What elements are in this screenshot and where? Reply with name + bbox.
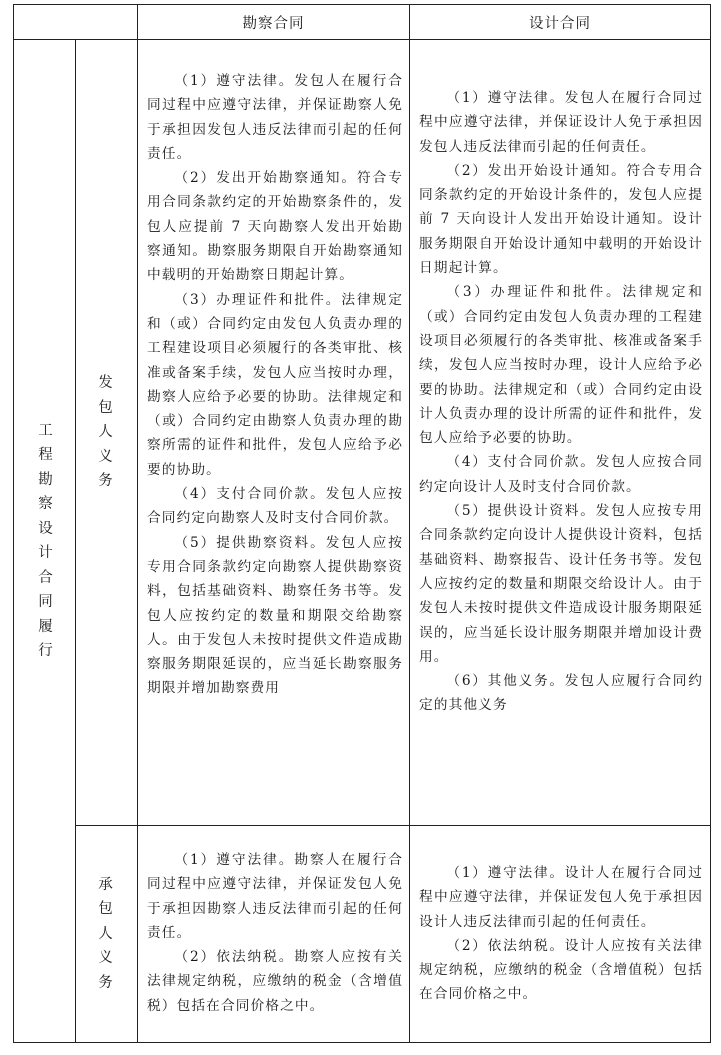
row-label-contractor-text: 承包人义务	[98, 876, 114, 991]
employer-survey-item-5: （5）提供勘察资料。发包人应按专用合同条款约定向勘察人提供勘察资料，包括基础资料、勘察任务书等。发包人应按约定的数量和期限交给勘察人。由于发包人未按时提供文件造成勘察服务期限延误的，应当延长勘察服务期限并增加勘察费用	[147, 534, 403, 697]
contractor-survey-cell	[147, 848, 403, 1018]
employer-survey-item-3: （3）办理证件和批件。法律规定和（或）合同约定由发包人负责办理的工程建设项目必须履行的各类审批、核准或备案手续，发包人应当按时办理，勘察人应给予必要的协助。法律规定和（或）合同约定由勘察人负责办理的勘察所需的证件和批件，发包人应给予必要的协助。	[147, 291, 403, 478]
contractor-design-item-2: （2）依法纳税。设计人应按有关法律规定纳税，应缴纳的税金（含增值税）包括在合同价格之中。	[419, 937, 703, 1003]
row-label-contractor	[91, 826, 121, 1042]
employer-design-item-4: （4）支付合同价款。发包人应按合同约定向设计人及时支付合同价款。	[419, 454, 703, 495]
employer-survey-item-4: （4）支付合同价款。发包人应按合同约定向勘察人及时支付合同价款。	[147, 486, 403, 527]
header-design-contract: 设计合同	[529, 15, 591, 32]
category-label	[34, 40, 58, 1042]
contractor-survey-item-1: （1）遵守法律。勘察人在履行合同过程中应遵守法律，并保证发包人免于承担因勘察人违反法律而引起的任何责任。	[147, 852, 403, 941]
column-divider-3	[409, 5, 410, 1042]
employer-design-item-6: （6）其他义务。发包人应履行合同约定的其他义务	[419, 673, 703, 714]
employer-survey-item-2: （2）发出开始勘察通知。符合专用合同条款约定的开始勘察条件的，发包人应提前 7 天向勘察人发出开始勘察通知。勘察服务期限自开始勘察通知中载明的开始勘察日期起计算。	[147, 170, 403, 284]
employer-survey-item-1: （1）遵守法律。发包人在履行合同过程中应遵守法律，并保证勘察人免于承担因发包人违反法律而引起的任何责任。	[147, 73, 403, 162]
employer-design-item-2: （2）发出开始设计通知。符合专用合同条款约定的开始设计条件的，发包人应提前 7 天向设计人发出开始设计通知。设计服务期限自开始设计通知中载明的开始设计日期起计算。	[419, 162, 703, 277]
employer-design-item-5: （5）提供设计资料。发包人应按专用合同条款约定向设计人提供设计资料，包括基础资料、勘察报告、设计任务书等。发包人应按约定的数量和期限交给设计人。由于发包人未按时提供文件造成设计服务期限延误的，应当延长设计服务期限并增加设计费用。	[419, 503, 703, 665]
employer-design-cell	[419, 86, 703, 718]
employer-design-item-1: （1）遵守法律。发包人在履行合同过程中应遵守法律，并保证设计人免于承担因发包人违反法律而引起的任何责任。	[419, 90, 703, 155]
contractor-design-cell	[419, 861, 703, 1007]
row-label-employer-text: 发包人义务	[98, 375, 114, 490]
category-label-text: 工程勘察设计合同履行	[38, 422, 54, 659]
contract-comparison-table	[13, 4, 711, 1043]
employer-design-item-3: （3）办理证件和批件。法律规定和（或）合同约定由发包人负责办理的工程建设项目必须履行的各类审批、核准或备案手续，发包人应当按时办理，设计人应给予必要的协助。法律规定和（或）合同约定由设计人负责办理的设计所需的证件和批件，发包人应给予必要的协助。	[419, 284, 703, 447]
employer-survey-cell	[147, 69, 403, 701]
contractor-survey-item-2: （2）依法纳税。勘察人应按有关法律规定纳税，应缴纳的税金（含增值税）包括在合同价格之中。	[147, 949, 403, 1014]
column-divider-2	[137, 5, 138, 1042]
row-label-employer	[91, 40, 121, 825]
contractor-design-item-1: （1）遵守法律。设计人在履行合同过程中应遵守法律，并保证发包人免于承担因设计人违反法律而引起的任何责任。	[419, 865, 703, 930]
column-divider-1	[75, 39, 76, 1042]
header-survey-contract: 勘察合同	[242, 15, 305, 32]
row-divider	[75, 825, 710, 826]
